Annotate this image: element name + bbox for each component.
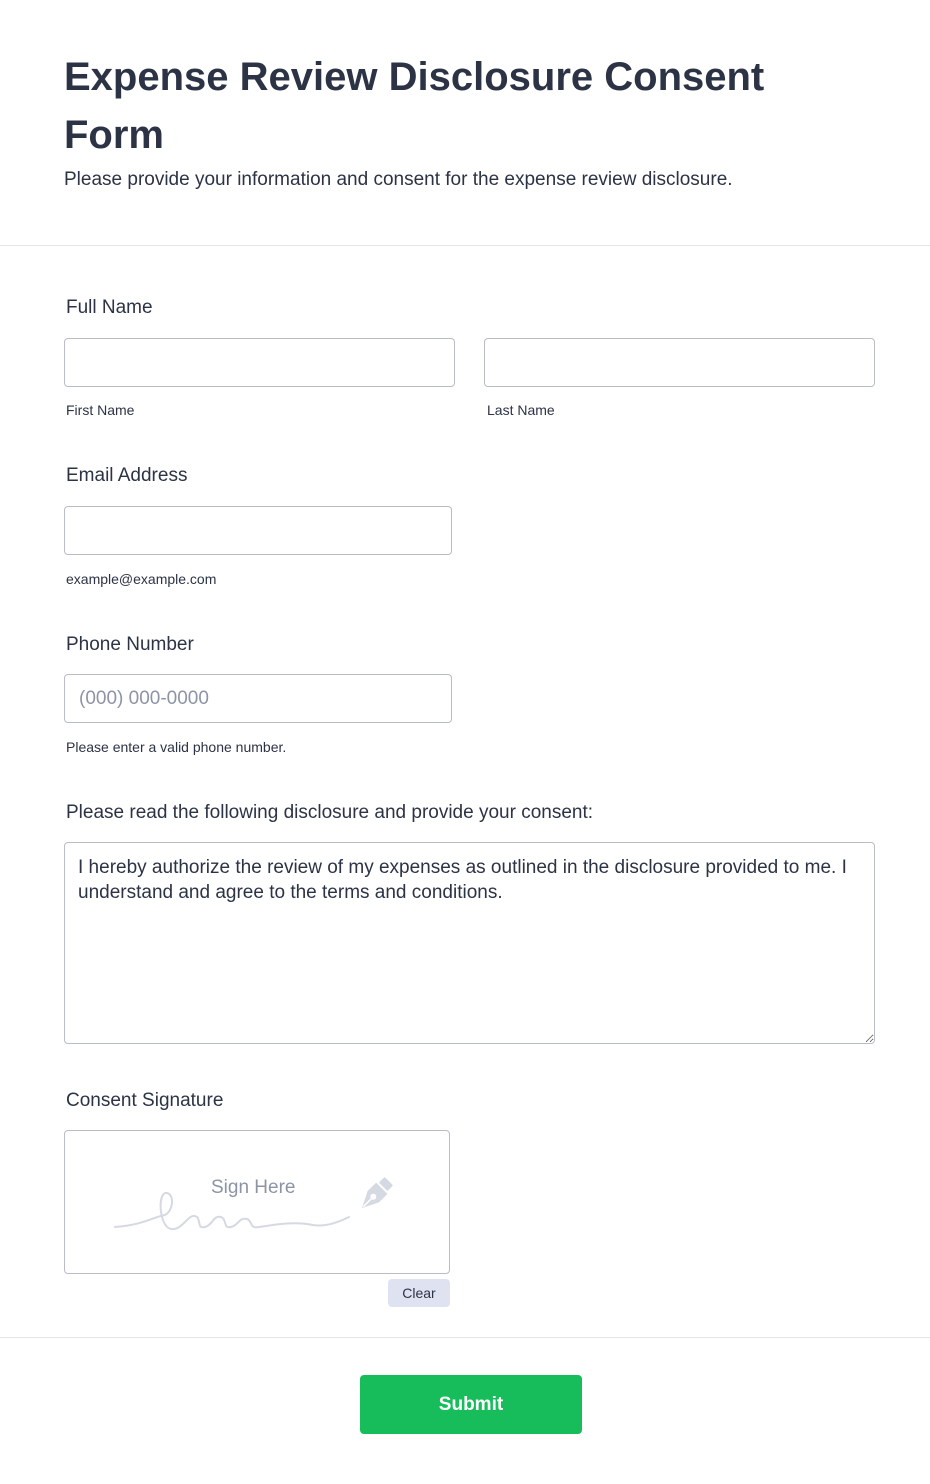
form-header xyxy=(0,0,930,246)
signature-pad[interactable] xyxy=(64,1130,450,1274)
disclosure-label: Please read the following disclosure and provide your consent: xyxy=(66,802,594,823)
clear-signature-button[interactable]: Clear xyxy=(388,1279,450,1307)
email-sublabel: example@example.com xyxy=(66,571,217,587)
phone-label: Phone Number xyxy=(66,634,194,655)
submit-button[interactable]: Submit xyxy=(360,1375,582,1434)
signature-label: Consent Signature xyxy=(66,1090,224,1111)
first-name-input[interactable] xyxy=(64,338,455,387)
email-input[interactable] xyxy=(64,506,452,555)
form-title: Expense Review Disclosure Consent Form xyxy=(64,55,765,157)
form-footer xyxy=(0,1337,930,1484)
last-name-sublabel: Last Name xyxy=(487,402,555,418)
full-name-label: Full Name xyxy=(66,297,153,318)
phone-input[interactable] xyxy=(64,674,452,723)
form-subtitle: Please provide your information and consent for the expense review disclosure. xyxy=(64,169,733,190)
first-name-sublabel: First Name xyxy=(66,402,135,418)
email-label: Email Address xyxy=(66,465,188,486)
sign-here-placeholder: Sign Here xyxy=(211,1177,296,1198)
pen-nib-icon xyxy=(351,1173,397,1219)
disclosure-textarea[interactable] xyxy=(64,842,875,1044)
last-name-input[interactable] xyxy=(484,338,875,387)
phone-sublabel: Please enter a valid phone number. xyxy=(66,739,287,755)
